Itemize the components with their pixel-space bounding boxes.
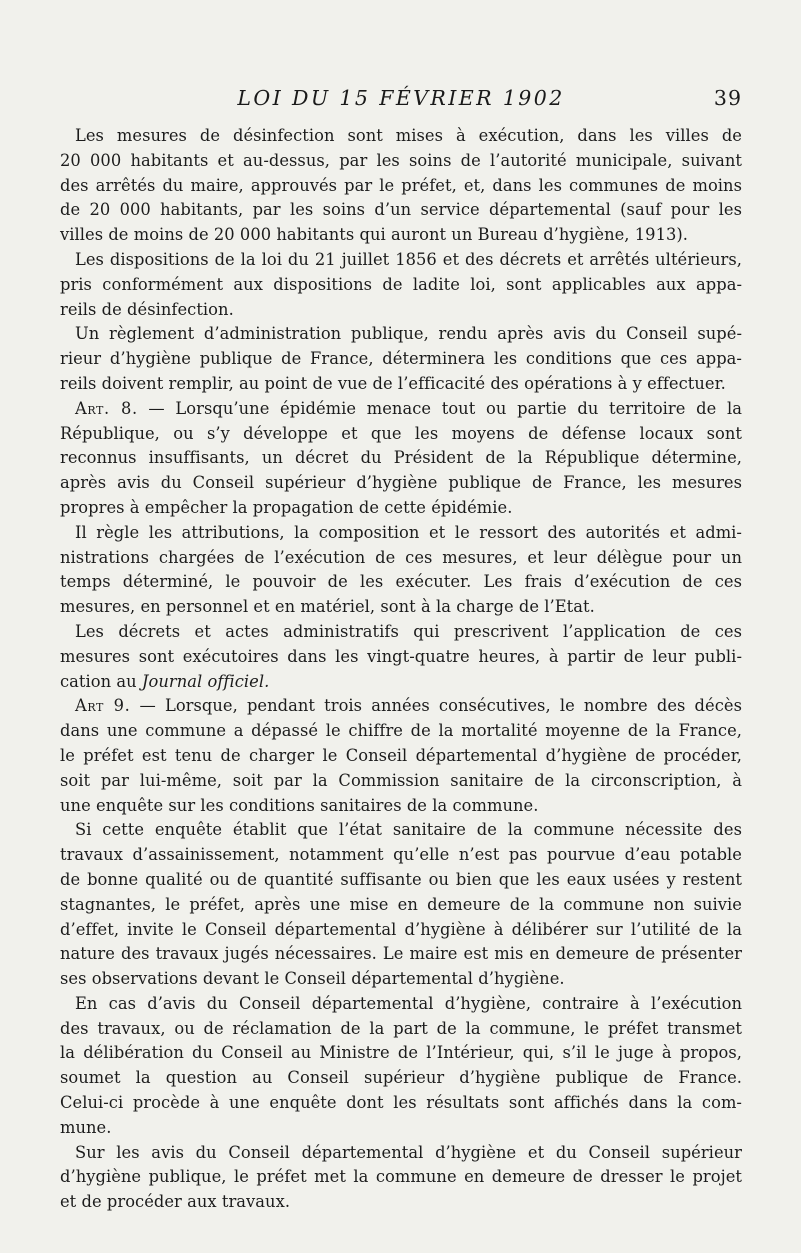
text-line: pris conformément aux dispositions de ladite loi, sont applicables aux appa- — [60, 274, 742, 294]
text-line: travaux d’assainissement, notamment qu’elle n’est pas pourvue d’eau potable — [60, 845, 742, 865]
journal-line — [60, 670, 742, 695]
text-line: mune. — [60, 1117, 112, 1137]
page-number: 39 — [713, 86, 742, 110]
text-line: Un règlement d’administration publique, rendu après avis du Conseil supé- — [75, 324, 742, 344]
text-line: ses observations devant le Conseil départemental d’hygiène. — [60, 969, 565, 989]
text-line: mesures sont exécutoires dans les vingt-quatre heures, à partir de leur publi- — [60, 646, 742, 666]
text-line: d’effet, invite le Conseil départemental d’hygiène à délibérer sur l’utilité de la — [60, 919, 742, 939]
body-text — [60, 124, 742, 1215]
text-line: nistrations chargées de l’exécution de ces mesures, et leur délègue pour un — [60, 547, 742, 567]
text-line: Les mesures de désinfection sont mises à exécution, dans les villes de — [75, 126, 742, 145]
text-line: stagnantes, le préfet, après une mise en demeure de la commune non suivie — [60, 894, 742, 914]
text-line: de bonne qualité ou de quantité suffisante ou bien que les eaux usées y restent — [60, 869, 742, 889]
text-line: après avis du Conseil supérieur d’hygiène publique de France, les mesures — [60, 473, 742, 493]
text-line: Il règle les attributions, la composition et le ressort des autorités et admi- — [75, 522, 742, 542]
journal-officiel-title: Journal officiel. — [141, 671, 270, 691]
text-fragment: cation au — [60, 671, 137, 691]
text-line: — Lorsqu’une épidémie menace tout ou partie du territoire de la — [148, 398, 742, 418]
text-line: la délibération du Conseil au Ministre de l’Intérieur, qui, s’il le juge à propos, — [60, 1043, 742, 1063]
article-8-label: Art. 8. — [75, 398, 138, 418]
text-line: d’hygiène publique, le préfet met la commune en demeure de dresser le projet — [60, 1167, 742, 1187]
text-line: Les décrets et actes administratifs qui prescrivent l’application de ces — [75, 621, 742, 641]
text-line: des arrêtés du maire, approuvés par le préfet, et, dans les communes de moins — [60, 175, 742, 195]
text-line: des travaux, ou de réclamation de la part de la commune, le préfet transmet — [60, 1018, 742, 1038]
text-line: nature des travaux jugés nécessaires. Le maire est mis en demeure de présenter — [60, 944, 742, 964]
text-line: reconnus insuffisants, un décret du Président de la République détermine, — [60, 448, 742, 468]
article-9-label: Art 9. — [75, 696, 131, 716]
text-line: villes de moins de 20 000 habitants qui auront un Bureau d’hygiène, 1913). — [60, 225, 689, 245]
text-line: reils doivent remplir, au point de vue de l’efficacité des opérations à y effectuer. — [60, 373, 726, 393]
text-line: soit par lui-même, soit par la Commission sanitaire de la circonscription, à — [60, 770, 742, 790]
text-line: En cas d’avis du Conseil départemental d’hygiène, contraire à l’exécution — [75, 993, 742, 1013]
text-line: de 20 000 habitants, par les soins d’un service départemental (sauf pour les — [60, 200, 742, 220]
text-line: rieur d’hygiène publique de France, déterminera les conditions que ces appa- — [60, 349, 742, 369]
article-8-line — [60, 397, 742, 422]
text-line: une enquête sur les conditions sanitaires de la commune. — [60, 795, 539, 815]
text-line: Celui-ci procède à une enquête dont les résultats sont affichés dans la com- — [60, 1093, 742, 1113]
running-head — [60, 86, 742, 116]
text-line: Les dispositions de la loi du 21 juillet 1856 et des décrets et arrêtés ultérieurs, — [75, 249, 742, 269]
text-line: propres à empêcher la propagation de cette épidémie. — [60, 497, 513, 517]
text-line: et de procéder aux travaux. — [60, 1192, 291, 1212]
running-title: LOI DU 15 FÉVRIER 1902 — [237, 86, 565, 110]
text-line: 20 000 habitants et au-dessus, par les soins de l’autorité municipale, suivant — [60, 150, 742, 170]
text-line: le préfet est tenu de charger le Conseil départemental d’hygiène de procéder, — [60, 745, 742, 765]
text-line: Si cette enquête établit que l’état sanitaire de la commune nécessite des — [75, 820, 742, 840]
text-line: soumet la question au Conseil supérieur d’hygiène publique de France. — [60, 1068, 742, 1088]
text-line: temps déterminé, le pouvoir de les exécuter. Les frais d’exécution de ces — [60, 572, 742, 592]
text-line: République, ou s’y développe et que les moyens de défense locaux sont — [60, 423, 742, 443]
text-line: — Lorsque, pendant trois années consécutives, le nombre des décès — [139, 696, 742, 716]
text-line: reils de désinfection. — [60, 299, 234, 319]
text-line: dans une commune a dépassé le chiffre de la mortalité moyenne de la France, — [60, 721, 742, 741]
text-line: Sur les avis du Conseil départemental d’hygiène et du Conseil supérieur — [75, 1142, 742, 1162]
article-9-line — [60, 694, 742, 719]
text-line: mesures, en personnel et en matériel, sont à la charge de l’Etat. — [60, 597, 595, 617]
